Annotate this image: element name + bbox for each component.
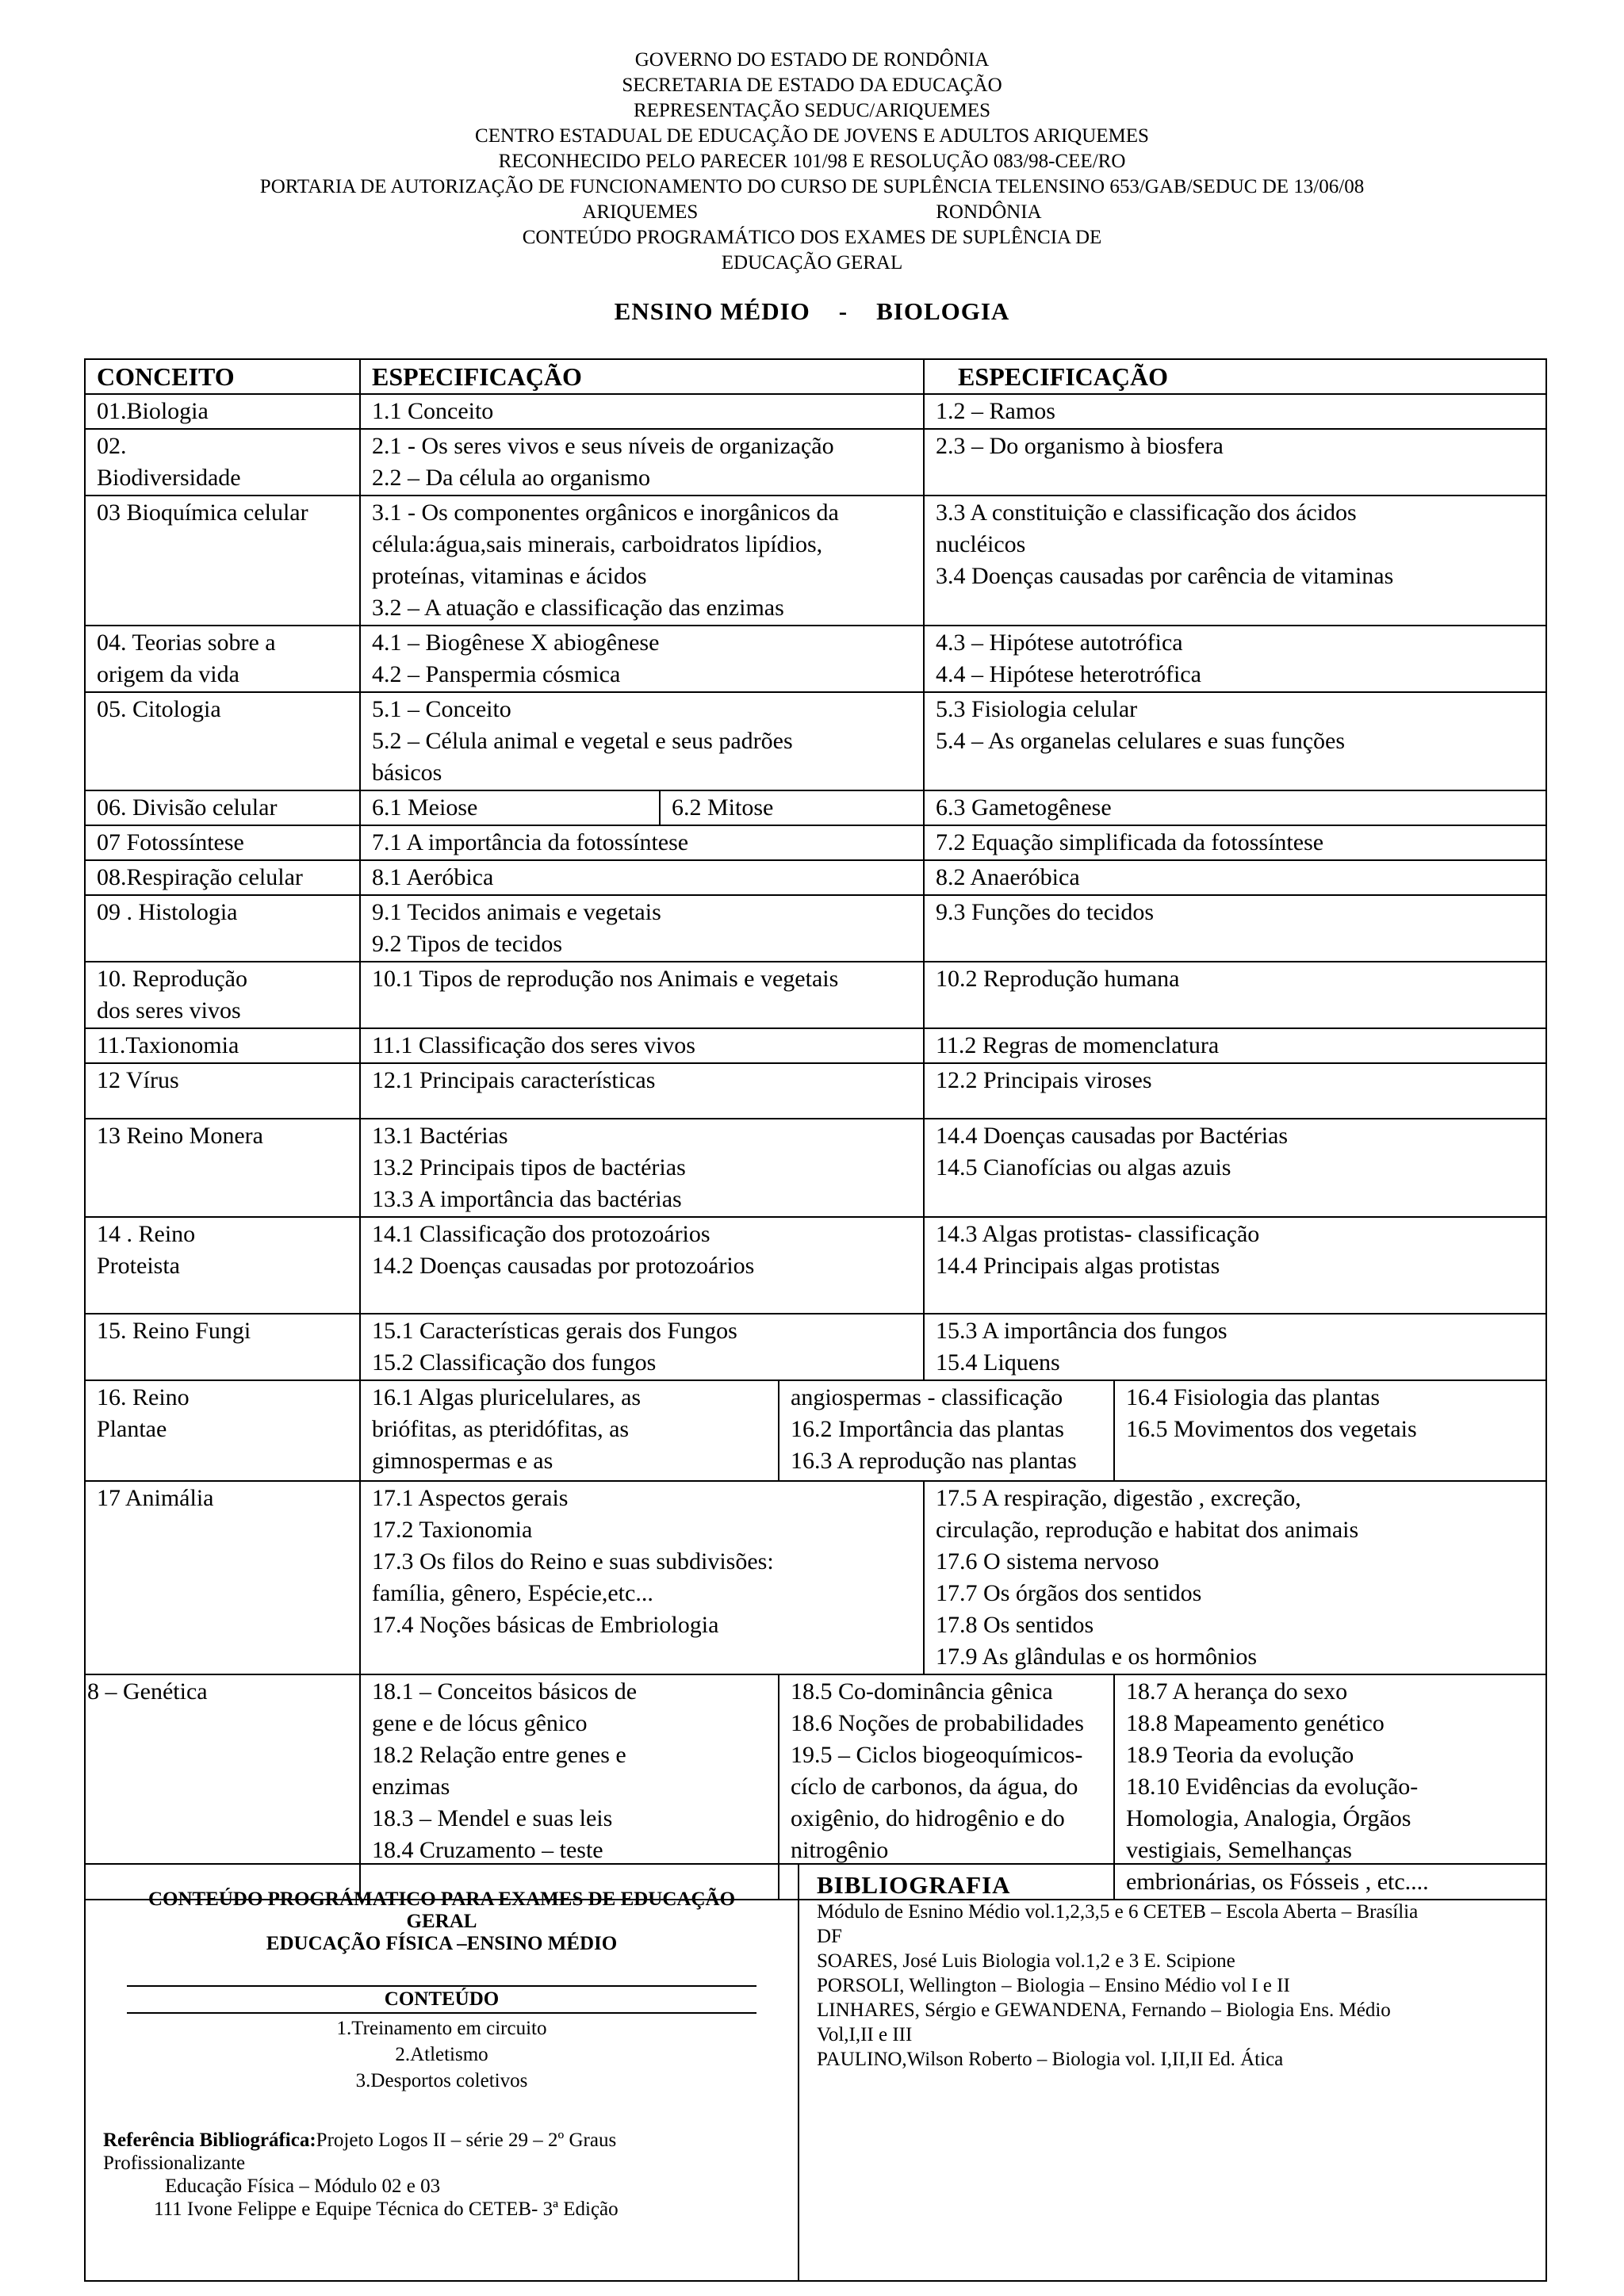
cell-line: embrionárias, os Fósseis , etc.... bbox=[1126, 1869, 1429, 1895]
cell-line: 7.2 Equação simplificada da fotossíntese bbox=[936, 829, 1324, 855]
cell-line: 19.5 – Ciclos biogeoquímicos- bbox=[791, 1742, 1083, 1768]
cell-line: 18.8 Mapeamento genético bbox=[1126, 1710, 1385, 1736]
pe-title bbox=[103, 1888, 780, 1955]
cell-line: proteínas, vitaminas e ácidos bbox=[372, 563, 647, 589]
cell-line: Plantae bbox=[97, 1416, 167, 1442]
cell-line: 3.2 – A atuação e classificação das enzimas bbox=[372, 595, 784, 621]
cell-line: 7.1 A importância da fotossíntese bbox=[372, 829, 689, 855]
cell-line: 18.2 Relação entre genes e bbox=[372, 1742, 626, 1768]
cell-line: 14.1 Classificação dos protozoários bbox=[372, 1221, 710, 1247]
subject-dash: - bbox=[838, 297, 848, 325]
cell-line: 15.2 Classificação dos fungos bbox=[372, 1349, 657, 1376]
cell-line: 14.2 Doenças causadas por protozoários bbox=[372, 1253, 755, 1279]
bibliography-line: LINHARES, Sérgio e GEWANDENA, Fernando – Biologia Ens. Médio bbox=[817, 1999, 1391, 2021]
pe-title-line: GERAL bbox=[406, 1911, 477, 1932]
cell-line: 5.1 – Conceito bbox=[372, 696, 511, 722]
cell-line: 13.1 Bactérias bbox=[372, 1123, 508, 1149]
header-line: PORTARIA DE AUTORIZAÇÃO DE FUNCIONAMENTO DO CURSO DE SUPLÊNCIA TELENSINO 653/GAB/SEDUC DE 13/06/08 bbox=[259, 176, 1365, 197]
cell-line: 10.1 Tipos de reprodução nos Animais e vegetais bbox=[372, 966, 839, 992]
concept-cell bbox=[85, 394, 360, 429]
pe-content-list bbox=[103, 2015, 780, 2094]
physical-education-box bbox=[86, 1865, 799, 2280]
cell-line: 15.1 Características gerais dos Fungos bbox=[372, 1318, 737, 1344]
column-header-concept: CONCEITO bbox=[85, 359, 360, 394]
cell-line: 16.5 Movimentos dos vegetais bbox=[1126, 1416, 1417, 1442]
pe-content-title: CONTEÚDO bbox=[127, 1985, 756, 2014]
table-row bbox=[85, 1063, 1546, 1119]
cell-line: 8.1 Aeróbica bbox=[372, 864, 494, 890]
cell-line: angiospermas - classificação bbox=[791, 1384, 1063, 1410]
table-row bbox=[85, 1217, 1546, 1314]
cell-line: família, gênero, Espécie,etc... bbox=[372, 1580, 653, 1606]
cell-line: oxigênio, do hidrogênio e do bbox=[791, 1805, 1065, 1831]
cell-line: 3.1 - Os componentes orgânicos e inorgânicos da bbox=[372, 499, 839, 526]
spec-cell bbox=[360, 860, 924, 895]
cell-line: nucléicos bbox=[936, 531, 1026, 557]
cell-line: 17.6 O sistema nervoso bbox=[936, 1548, 1159, 1575]
spec-cell bbox=[924, 895, 1546, 962]
concept-cell bbox=[85, 895, 360, 962]
bibliography-line: PAULINO,Wilson Roberto – Biologia vol. I,II,II Ed. Ática bbox=[817, 2049, 1284, 2070]
spec-cell bbox=[924, 825, 1546, 860]
concept-cell bbox=[85, 825, 360, 860]
cell-line: 11.1 Classificação dos seres vivos bbox=[372, 1032, 695, 1058]
spec-cell bbox=[360, 825, 924, 860]
spec-cell bbox=[924, 860, 1546, 895]
cell-line: 06. Divisão celular bbox=[97, 794, 278, 821]
spec-cell bbox=[360, 1063, 924, 1119]
cell-line: 14 . Reino bbox=[97, 1221, 196, 1247]
cell-line: 17.1 Aspectos gerais bbox=[372, 1485, 569, 1511]
pe-reference-line: 111 Ivone Felippe e Equipe Técnica do CETEB- 3ª Edição bbox=[154, 2198, 619, 2220]
bibliography-line: PORSOLI, Wellington – Biologia – Ensino Médio vol I e II bbox=[817, 1975, 1290, 1996]
pe-reference bbox=[103, 2129, 780, 2221]
column-header-spec: ESPECIFICAÇÃO bbox=[360, 359, 924, 394]
cell-line: 6.3 Gametogênese bbox=[936, 794, 1112, 821]
spec-cell bbox=[360, 429, 924, 496]
curriculum-table bbox=[84, 358, 1547, 1900]
footer-section bbox=[84, 1863, 1547, 2282]
cell-line: 12.2 Principais viroses bbox=[936, 1067, 1152, 1093]
cell-line: 17.4 Noções básicas de Embriologia bbox=[372, 1612, 719, 1638]
cell-line: 16.4 Fisiologia das plantas bbox=[1126, 1384, 1381, 1410]
bibliography-line: Módulo de Esnino Médio vol.1,2,3,5 e 6 CETEB – Escola Aberta – Brasília bbox=[817, 1901, 1419, 1923]
pe-reference-label: Referência Bibliográfica: bbox=[103, 2130, 316, 2151]
cell-line: 12.1 Principais características bbox=[372, 1067, 656, 1093]
concept-cell bbox=[85, 790, 360, 825]
cell-line: enzimas bbox=[372, 1774, 450, 1800]
cell-line: gene e de lócus gênico bbox=[372, 1710, 588, 1736]
spec-cell bbox=[360, 1481, 924, 1674]
header-line: SECRETARIA DE ESTADO DA EDUCAÇÃO bbox=[622, 75, 1002, 96]
table-row bbox=[85, 1314, 1546, 1380]
header-city: ARIQUEMES bbox=[582, 201, 699, 223]
table-row bbox=[85, 895, 1546, 962]
spec-cell bbox=[360, 1119, 924, 1217]
spec-cell bbox=[924, 626, 1546, 692]
cell-line: 17.2 Taxionomia bbox=[372, 1517, 533, 1543]
cell-line: 16.3 A reprodução nas plantas bbox=[791, 1448, 1077, 1474]
cell-line: 5.3 Fisiologia celular bbox=[936, 696, 1138, 722]
cell-line: 9.3 Funções do tecidos bbox=[936, 899, 1155, 925]
spec-cell bbox=[360, 394, 924, 429]
cell-line: 17.7 Os órgãos dos sentidos bbox=[936, 1580, 1202, 1606]
header-city-state bbox=[0, 200, 1624, 225]
cell-line: 16.1 Algas pluricelulares, as bbox=[372, 1384, 642, 1410]
table-header-row bbox=[85, 359, 1546, 394]
cell-line: 15.4 Liquens bbox=[936, 1349, 1060, 1376]
spec-cell bbox=[924, 1217, 1546, 1314]
cell-line: 02. bbox=[97, 433, 127, 459]
pe-reference-line: Profissionalizante bbox=[103, 2152, 246, 2174]
cell-line: 17.8 Os sentidos bbox=[936, 1612, 1094, 1638]
cell-line: cíclo de carbonos, da água, do bbox=[791, 1774, 1078, 1800]
cell-line: 01.Biologia bbox=[97, 398, 209, 424]
cell-line: 14.4 Principais algas protistas bbox=[936, 1253, 1220, 1279]
pe-content-item: 3.Desportos coletivos bbox=[355, 2070, 528, 2091]
cell-line: origem da vida bbox=[97, 661, 239, 687]
cell-line: circulação, reprodução e habitat dos animais bbox=[936, 1517, 1359, 1543]
spec-cell bbox=[924, 1119, 1546, 1217]
pe-content-item: 1.Treinamento em circuito bbox=[336, 2018, 547, 2039]
cell-line: 18.6 Noções de probabilidades bbox=[791, 1710, 1084, 1736]
concept-cell bbox=[85, 1119, 360, 1217]
spec-cell bbox=[924, 1063, 1546, 1119]
cell-line: 4.3 – Hipótese autotrófica bbox=[936, 629, 1183, 656]
cell-line: 18.5 Co-dominância gênica bbox=[791, 1678, 1053, 1705]
concept-cell bbox=[85, 962, 360, 1028]
bibliography-box bbox=[799, 1865, 1545, 2280]
spec-cell bbox=[360, 496, 924, 626]
table-row bbox=[85, 860, 1546, 895]
concept-cell bbox=[85, 860, 360, 895]
pe-reference-line: Educação Física – Módulo 02 e 03 bbox=[165, 2175, 441, 2197]
concept-cell bbox=[85, 626, 360, 692]
cell-line: 18.3 – Mendel e suas leis bbox=[372, 1805, 613, 1831]
spec-cell bbox=[779, 1380, 1114, 1481]
spec-cell bbox=[360, 1380, 779, 1481]
cell-line: 16.2 Importância das plantas bbox=[791, 1416, 1064, 1442]
cell-line: 4.1 – Biogênese X abiogênese bbox=[372, 629, 660, 656]
header-line: GOVERNO DO ESTADO DE RONDÔNIA bbox=[634, 49, 990, 71]
cell-line: 3.3 A constituição e classificação dos ácidos bbox=[936, 499, 1357, 526]
document-header bbox=[0, 48, 1624, 276]
table-row bbox=[85, 1481, 1546, 1674]
pe-content-item: 2.Atletismo bbox=[395, 2044, 488, 2065]
column-header-spec: ESPECIFICAÇÃO bbox=[924, 359, 1546, 394]
cell-line: 2.2 – Da célula ao organismo bbox=[372, 465, 651, 491]
cell-line: 11.Taxionomia bbox=[97, 1032, 239, 1058]
cell-line: 18.7 A herança do sexo bbox=[1126, 1678, 1348, 1705]
cell-line: 15.3 A importância dos fungos bbox=[936, 1318, 1228, 1344]
table-row bbox=[85, 962, 1546, 1028]
cell-line: 17.9 As glândulas e os hormônios bbox=[936, 1644, 1258, 1670]
pe-title-line: CONTEÚDO PROGRÁMATICO PARA EXAMES DE EDUCAÇÃO bbox=[147, 1888, 736, 1910]
cell-line: 17.3 Os filos do Reino e suas subdivisões: bbox=[372, 1548, 774, 1575]
cell-line: vestigiais, Semelhanças bbox=[1126, 1837, 1352, 1863]
cell-line: 07 Fotossíntese bbox=[97, 829, 244, 855]
cell-line: 5.4 – As organelas celulares e suas funções bbox=[936, 728, 1346, 754]
cell-line: 13.2 Principais tipos de bactérias bbox=[372, 1154, 686, 1181]
table-row bbox=[85, 496, 1546, 626]
table-row bbox=[85, 692, 1546, 790]
cell-line: 8 – Genética bbox=[87, 1678, 208, 1705]
bibliography-line: SOARES, José Luis Biologia vol.1,2 e 3 E. Scipione bbox=[817, 1950, 1235, 1972]
cell-line: 12 Vírus bbox=[97, 1067, 179, 1093]
header-state: RONDÔNIA bbox=[936, 201, 1042, 223]
concept-cell bbox=[85, 692, 360, 790]
cell-line: célula:água,sais minerais, carboidratos lipídios, bbox=[372, 531, 823, 557]
cell-line: 2.1 - Os seres vivos e seus níveis de organização bbox=[372, 433, 834, 459]
pe-reference-text: Projeto Logos II – série 29 – 2º Graus bbox=[316, 2130, 617, 2151]
cell-line: 14.5 Cianofícias ou algas azuis bbox=[936, 1154, 1231, 1181]
cell-line: dos seres vivos bbox=[97, 997, 241, 1024]
cell-line: 14.4 Doenças causadas por Bactérias bbox=[936, 1123, 1289, 1149]
spec-cell: 6.1 Meiose bbox=[360, 790, 660, 825]
cell-line: 17 Animália bbox=[97, 1485, 214, 1511]
table-row bbox=[85, 1028, 1546, 1063]
cell-line: 2.3 – Do organismo à biosfera bbox=[936, 433, 1224, 459]
concept-cell bbox=[85, 1217, 360, 1314]
spec-cell bbox=[360, 692, 924, 790]
bibliography-line: Vol,I,II e III bbox=[817, 2024, 913, 2045]
cell-line: 3.4 Doenças causadas por carência de vitaminas bbox=[936, 563, 1394, 589]
cell-line: nitrogênio bbox=[791, 1837, 889, 1863]
spec-cell bbox=[924, 429, 1546, 496]
cell-line: 16. Reino bbox=[97, 1384, 190, 1410]
cell-line: 9.2 Tipos de tecidos bbox=[372, 931, 563, 957]
cell-line: 13 Reino Monera bbox=[97, 1123, 263, 1149]
cell-line: briófitas, as pteridófitas, as bbox=[372, 1416, 630, 1442]
spec-cell bbox=[360, 1028, 924, 1063]
cell-line: 03 Bioquímica celular bbox=[97, 499, 308, 526]
table-row bbox=[85, 825, 1546, 860]
concept-cell bbox=[85, 1063, 360, 1119]
header-line: EDUCAÇÃO GERAL bbox=[721, 252, 903, 274]
cell-line: 09 . Histologia bbox=[97, 899, 238, 925]
cell-line: Homologia, Analogia, Órgãos bbox=[1126, 1805, 1411, 1831]
spec-cell bbox=[924, 790, 1546, 825]
concept-cell bbox=[85, 496, 360, 626]
cell-line: 13.3 A importância das bactérias bbox=[372, 1186, 682, 1212]
cell-line: 4.4 – Hipótese heterotrófica bbox=[936, 661, 1201, 687]
subject-discipline: BIOLOGIA bbox=[876, 297, 1010, 325]
cell-line: 9.1 Tecidos animais e vegetais bbox=[372, 899, 661, 925]
cell-line: 11.2 Regras de momenclatura bbox=[936, 1032, 1220, 1058]
cell-line: 18.4 Cruzamento – teste bbox=[372, 1837, 603, 1863]
cell-line: 18.1 – Conceitos básicos de bbox=[372, 1678, 638, 1705]
spec-cell bbox=[924, 1028, 1546, 1063]
cell-line: 1.1 Conceito bbox=[372, 398, 494, 424]
cell-line: Proteista bbox=[97, 1253, 180, 1279]
concept-cell bbox=[85, 1028, 360, 1063]
spec-cell: 6.2 Mitose bbox=[660, 790, 924, 825]
cell-line: gimnospermas e as bbox=[372, 1448, 553, 1474]
cell-line: 14.3 Algas protistas- classificação bbox=[936, 1221, 1260, 1247]
concept-cell bbox=[85, 429, 360, 496]
table-row bbox=[85, 626, 1546, 692]
cell-line: 15. Reino Fungi bbox=[97, 1318, 251, 1344]
cell-line: 10.2 Reprodução humana bbox=[936, 966, 1180, 992]
cell-line: 8.2 Anaeróbica bbox=[936, 864, 1080, 890]
spec-cell bbox=[924, 1314, 1546, 1380]
table-row bbox=[85, 429, 1546, 496]
spec-cell bbox=[360, 962, 924, 1028]
subject-title bbox=[0, 297, 1624, 326]
pe-title-line: EDUCAÇÃO FÍSICA –ENSINO MÉDIO bbox=[266, 1933, 618, 1954]
concept-cell bbox=[85, 1481, 360, 1674]
cell-line: 10. Reprodução bbox=[97, 966, 247, 992]
cell-line: 04. Teorias sobre a bbox=[97, 629, 276, 656]
table-row bbox=[85, 790, 1546, 825]
cell-line: Biodiversidade bbox=[97, 465, 241, 491]
cell-line: 18.9 Teoria da evolução bbox=[1126, 1742, 1354, 1768]
spec-cell bbox=[360, 1314, 924, 1380]
bibliography-line: DF bbox=[817, 1926, 842, 1947]
cell-line: 05. Citologia bbox=[97, 696, 221, 722]
cell-line: básicos bbox=[372, 760, 442, 786]
table-row bbox=[85, 394, 1546, 429]
spec-cell bbox=[924, 394, 1546, 429]
spec-cell bbox=[360, 1217, 924, 1314]
spec-cell bbox=[924, 962, 1546, 1028]
cell-line: 18.10 Evidências da evolução- bbox=[1126, 1774, 1419, 1800]
spec-cell bbox=[924, 496, 1546, 626]
table-row bbox=[85, 1380, 1546, 1481]
header-line: RECONHECIDO PELO PARECER 101/98 E RESOLUÇÃO 083/98-CEE/RO bbox=[498, 151, 1126, 172]
cell-line: 1.2 – Ramos bbox=[936, 398, 1055, 424]
subject-level: ENSINO MÉDIO bbox=[614, 297, 810, 325]
header-line: CONTEÚDO PROGRAMÁTICO DOS EXAMES DE SUPLÊNCIA DE bbox=[522, 227, 1102, 248]
spec-cell bbox=[360, 626, 924, 692]
header-line: REPRESENTAÇÃO SEDUC/ARIQUEMES bbox=[633, 100, 991, 121]
cell-line: 17.5 A respiração, digestão , excreção, bbox=[936, 1485, 1301, 1511]
bibliography-title: BIBLIOGRAFIA bbox=[817, 1871, 1011, 1899]
spec-cell bbox=[360, 895, 924, 962]
header-line: CENTRO ESTADUAL DE EDUCAÇÃO DE JOVENS E ADULTOS ARIQUEMES bbox=[475, 125, 1149, 147]
spec-cell bbox=[924, 692, 1546, 790]
cell-line: 4.2 – Panspermia cósmica bbox=[372, 661, 621, 687]
cell-line: 5.2 – Célula animal e vegetal e seus padrões bbox=[372, 728, 793, 754]
concept-cell bbox=[85, 1314, 360, 1380]
spec-cell bbox=[924, 1481, 1546, 1674]
table-row bbox=[85, 1119, 1546, 1217]
spec-cell bbox=[1114, 1380, 1546, 1481]
concept-cell bbox=[85, 1380, 360, 1481]
cell-line: 08.Respiração celular bbox=[97, 864, 303, 890]
